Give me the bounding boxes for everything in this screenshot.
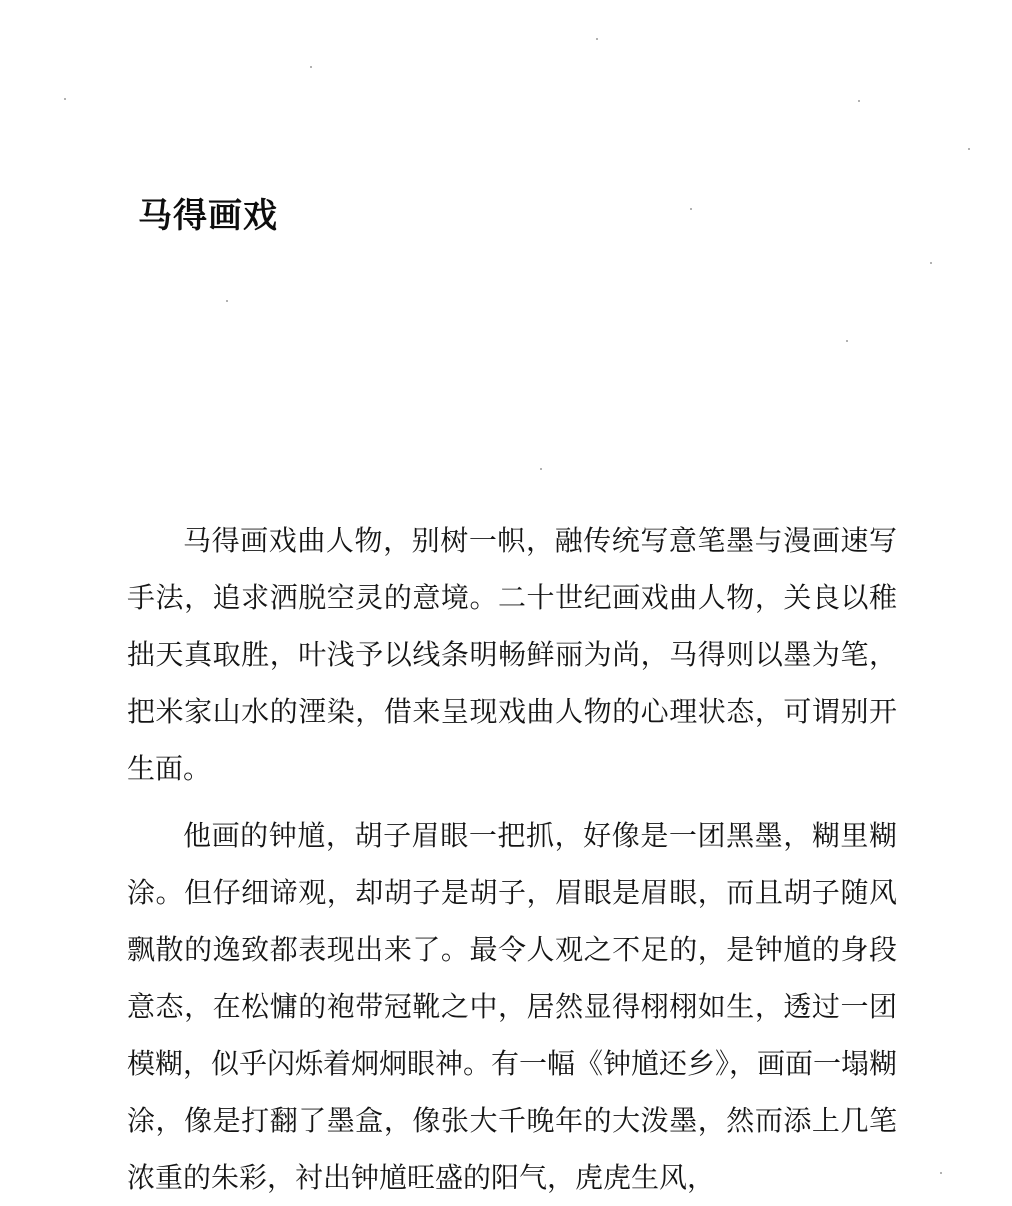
scan-speck <box>858 100 860 102</box>
scan-speck <box>690 208 692 210</box>
article-body <box>127 512 897 1206</box>
scan-speck <box>596 38 598 40</box>
scan-speck <box>64 98 66 100</box>
scan-speck <box>540 468 542 470</box>
scan-speck <box>226 300 228 302</box>
scan-speck <box>968 148 970 150</box>
scan-speck <box>846 340 848 342</box>
scan-speck <box>310 66 312 68</box>
page-title: 马得画戏 <box>138 196 278 236</box>
scan-speck <box>930 262 932 264</box>
paragraph: 马得画戏曲人物，别树一帜，融传统写意笔墨与漫画速写手法，追求洒脱空灵的意境。二十世纪画戏曲人物，关良以稚拙天真取胜，叶浅予以线条明畅鲜丽为尚，马得则以墨为笔，把米家山水的湮染，借来呈现戏曲人物的心理状态，可谓别开生面。 <box>127 524 897 785</box>
scan-speck <box>940 1172 942 1174</box>
paragraph: 他画的钟馗，胡子眉眼一把抓，好像是一团黑墨，糊里糊涂。但仔细谛观，却胡子是胡子，眉眼是眉眼，而且胡子随风飘散的逸致都表现出来了。最令人观之不足的，是钟馗的身段意态，在松慵的袍带冠靴之中，居然显得栩栩如生，透过一团模糊，似乎闪烁着炯炯眼神。有一幅《钟馗还乡》，画面一塌糊涂，像是打翻了墨盒，像张大千晚年的大泼墨，然而添上几笔浓重的朱彩，衬出钟馗旺盛的阳气，虎虎生风， <box>127 819 898 1194</box>
